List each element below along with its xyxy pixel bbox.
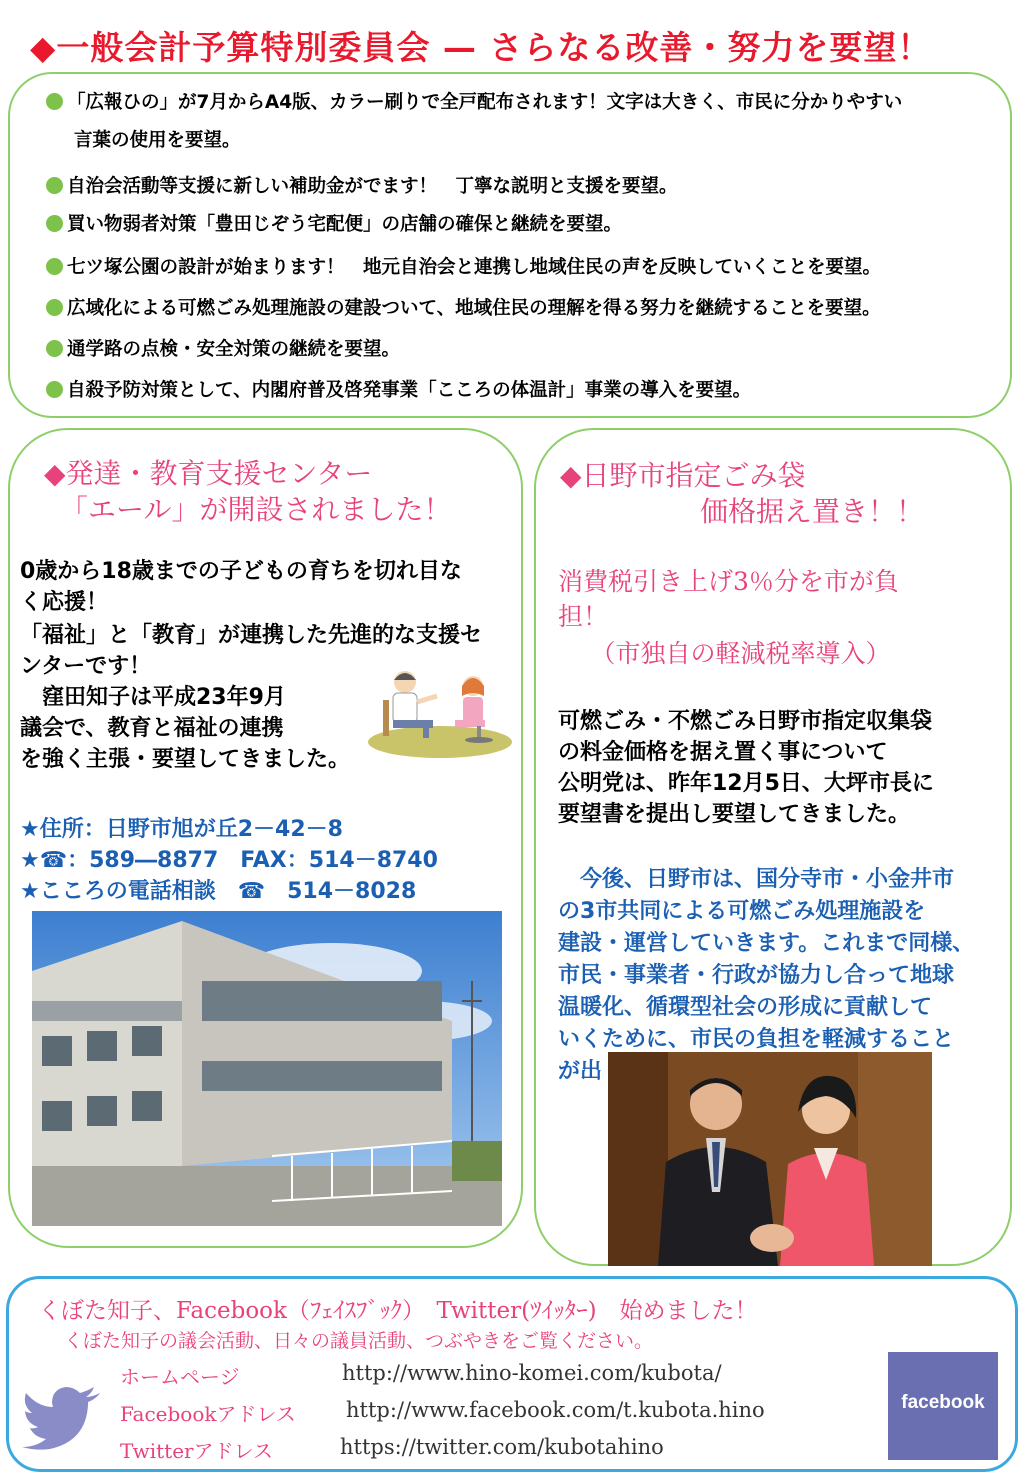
gomi-text-line: 要望書を提出し要望してきました。 <box>558 802 911 827</box>
gomi-future-line: 市民・事業者・行政が協力し合って地球 <box>558 963 955 988</box>
counseling-illustration <box>365 660 515 760</box>
green-bullet-icon <box>46 215 63 232</box>
requests-box <box>8 72 1012 418</box>
homepage-label: ホームページ <box>120 1365 240 1389</box>
request-item: 買い物弱者対策「豊田じぞう宅配便」の店舗の確保と継続を要望。 <box>46 210 622 236</box>
center-heading-sub: 「エール」が開設されました！ <box>60 493 452 526</box>
request-item: 「広報ひの」が7月からA4版、カラー刷りで全戸配布されます！文字は大きく、市民に分かりやすい <box>46 88 902 114</box>
facebook-url[interactable]: http://www.facebook.com/t.kubota.hino <box>346 1398 765 1422</box>
gomi-text-line: の料金価格を据え置く事について <box>558 740 888 765</box>
center-text-line: を強く主張・要望してきました。 <box>20 747 351 772</box>
request-item: 広域化による可燃ごみ処理施設の建設ついて、地域住民の理解を得る努力を継続することを要望。 <box>46 294 881 320</box>
homepage-url[interactable]: http://www.hino-komei.com/kubota/ <box>342 1361 722 1385</box>
green-bullet-icon <box>46 340 63 357</box>
sns-subtitle: くぼた知子の議会活動、日々の議員活動、つぶやきをご覧ください。 <box>64 1330 654 1352</box>
center-address: ★住所：日野市旭が丘2－42－8 <box>20 817 343 842</box>
request-item: 自殺予防対策として、内閣府普及啓発事業「こころの体温計」事業の導入を要望。 <box>46 376 751 402</box>
center-heading: ◆発達・教育支援センター <box>44 457 373 490</box>
gomi-tax-line: 担！ <box>558 602 609 631</box>
center-text-line: く応援！ <box>20 590 109 615</box>
request-item: 七ツ塚公園の設計が始まります！ 地元自治会と連携し地域住民の声を反映していくことを要望。 <box>46 253 881 279</box>
green-bullet-icon <box>46 177 63 194</box>
request-item: 通学路の点検・安全対策の継続を要望。 <box>46 335 400 361</box>
facebook-logo-text: facebook <box>901 1392 985 1413</box>
center-text-line: 0歳から18歳までの子どもの育ちを切れ目な <box>20 559 462 584</box>
center-text-line: 窪田知子は平成23年9月 <box>20 685 286 710</box>
gomi-future-line: 今後、日野市は、国分寺市・小金井市 <box>558 867 955 892</box>
gomi-tax-line: （市独自の軽減税率導入） <box>578 639 891 668</box>
request-item-continued: 言葉の使用を要望。 <box>74 130 241 151</box>
gomi-future-line: 建設・運営していきます。これまで同様、 <box>558 931 975 956</box>
gomi-heading: ◆日野市指定ごみ袋 <box>560 459 806 492</box>
handshake-photo <box>608 1052 932 1266</box>
center-text-line: 「福祉」と「教育」が連携した先進的な支援セ <box>20 623 483 648</box>
green-bullet-icon <box>46 299 63 316</box>
twitter-label: Twitterアドレス <box>120 1439 274 1463</box>
request-item: 自治会活動等支援に新しい補助金がでます！ 丁寧な説明と支援を要望。 <box>46 172 678 198</box>
page-title: ◆一般会計予算特別委員会 — さらなる改善・努力を要望！ <box>30 28 932 67</box>
gomi-text-line: 可燃ごみ・不燃ごみ日野市指定収集袋 <box>558 709 933 734</box>
center-phone-fax: ★☎：589―8877 FAX：514－8740 <box>20 848 438 873</box>
facebook-label: Facebookアドレス <box>120 1402 296 1426</box>
kokoro-phone: ★こころの電話相談 ☎ 514－8028 <box>20 879 417 904</box>
facebook-logo[interactable] <box>888 1352 998 1460</box>
green-bullet-icon <box>46 381 63 398</box>
gomi-tax-line: 消費税引き上げ3％分を市が負 <box>558 567 899 596</box>
gomi-text-line: 公明党は、昨年12月5日、大坪市長に <box>558 771 934 796</box>
green-bullet-icon <box>46 258 63 275</box>
gomi-future-line: が出 <box>558 1059 603 1084</box>
gomi-future-line: いくために、市民の負担を軽減すること <box>558 1027 955 1052</box>
center-building-photo <box>32 911 502 1226</box>
gomi-future-line: 温暖化、循環型社会の形成に貢献して <box>558 995 933 1020</box>
sns-heading: くぼた知子、Facebook（ﾌｪｲｽﾌﾞｯｸ） Twitter(ﾂｲｯﾀｰ) 始めました！ <box>38 1298 758 1324</box>
gomi-heading-sub: 価格据え置き！！ <box>700 495 925 528</box>
twitter-bird-icon <box>22 1385 102 1451</box>
green-bullet-icon <box>46 93 63 110</box>
center-text-line: 議会で、教育と福祉の連携 <box>20 716 284 741</box>
gomi-future-line: の3市共同による可燃ごみ処理施設を <box>558 899 926 924</box>
center-text-line: ンターです！ <box>20 654 152 679</box>
twitter-url[interactable]: https://twitter.com/kubotahino <box>340 1435 664 1459</box>
